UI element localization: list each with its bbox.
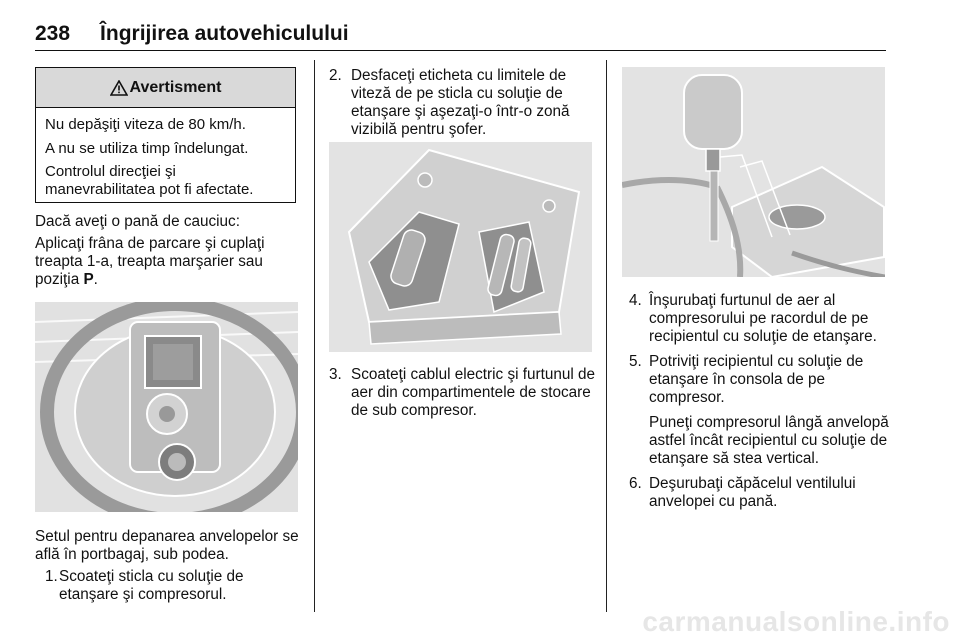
step-3-text: Scoateţi cablul electric şi furtunul de aer din compartimentele de stocare de sub compresor. xyxy=(351,366,596,419)
gear-p-label: P xyxy=(83,271,94,288)
step-1-text: Scoateţi sticla cu soluţie de etanşare şi compresorul. xyxy=(59,568,244,603)
step-5-note: Puneţi compresorul lângă anvelopă astfel încât recipientul cu soluţie de etanşare să stea vertical. xyxy=(649,414,889,467)
warning-header xyxy=(36,68,295,108)
step-2-text: Desfaceţi eticheta cu limitele de viteză de pe sticla cu soluţie de etanşare şi aşezaţi-o într-o zonă vizibilă pentru şofer. xyxy=(351,67,570,138)
step-5-text: Potriviţi recipientul cu soluţie de etanşare în consola de pe compresor. xyxy=(649,353,864,406)
step-4 xyxy=(629,292,891,346)
step-6-number: 6. xyxy=(629,475,642,492)
warning-title: Avertisment xyxy=(129,78,222,96)
sealant-bottle-connection-illustration xyxy=(622,67,885,277)
step-1-number: 1. xyxy=(45,568,58,585)
spare-wheel-well-illustration xyxy=(35,302,298,512)
step-5 xyxy=(629,353,891,468)
step-4-text: Înşurubaţi furtunul de aer al compresorului pe racordul de pe recipientul cu soluţie de etanşare. xyxy=(649,292,877,345)
parking-brake-instruction: Aplicaţi frâna de parcare şi cuplaţi treapta 1-a, treapta marşarier sau poziţia P. xyxy=(35,235,265,288)
step-3-number: 3. xyxy=(329,366,342,383)
warning-icon xyxy=(110,80,128,96)
warning-line: A nu se utiliza timp îndelungat. xyxy=(45,139,249,157)
step-6-text: Deşurubaţi căpăcelul ventilului anvelopei cu pană. xyxy=(649,475,856,510)
watermark: carmanualsonline.info xyxy=(642,606,950,637)
warning-line: Nu depăşiţi viteza de 80 km/h. xyxy=(45,116,246,133)
step-4-number: 4. xyxy=(629,292,642,309)
warning-text xyxy=(36,108,295,198)
page-number: 238 xyxy=(35,22,71,45)
column-1-text-bottom xyxy=(35,528,300,604)
page-header xyxy=(35,22,886,51)
kit-location-text: Setul pentru depanarea anvelopelor se află în portbagaj, sub podea. xyxy=(35,528,299,563)
warning-box xyxy=(35,67,296,203)
step-6 xyxy=(629,475,891,511)
column-1-text-top xyxy=(35,213,300,289)
step-2 xyxy=(329,67,594,139)
column-divider-2 xyxy=(606,60,607,612)
compressor-storage-illustration xyxy=(329,142,592,352)
step-2-number: 2. xyxy=(329,67,342,84)
step-1 xyxy=(35,568,300,604)
step-5-number: 5. xyxy=(629,353,642,370)
column-3-steps xyxy=(629,292,891,511)
warning-line: Controlul direcţiei şi manevrabilitatea pot fi afectate. xyxy=(45,163,254,198)
step-3 xyxy=(329,366,599,420)
page-title: Îngrijirea autovehiculului xyxy=(100,22,349,45)
column-divider-1 xyxy=(314,60,315,612)
flat-tire-intro: Dacă aveţi o pană de cauciuc: xyxy=(35,213,240,230)
